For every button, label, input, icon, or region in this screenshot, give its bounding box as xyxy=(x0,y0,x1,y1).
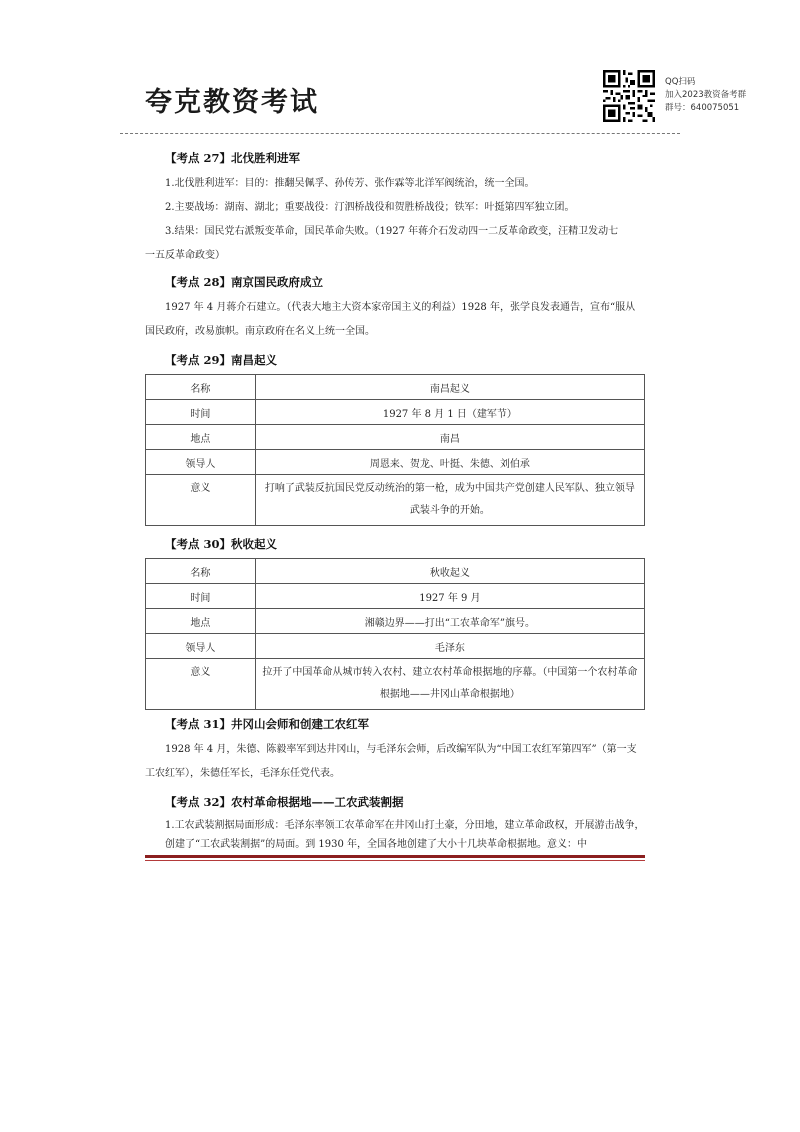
table-row xyxy=(146,475,645,526)
table-row xyxy=(146,425,645,450)
document-body xyxy=(145,150,645,854)
table-row xyxy=(146,634,645,659)
qr-caption xyxy=(665,76,746,115)
qr-caption-line: 群号：640075051 xyxy=(665,103,740,113)
table-label-cell: 地点 xyxy=(146,425,256,450)
table-label-cell: 名称 xyxy=(146,375,256,400)
section-27-line: 一五反革命政变） xyxy=(145,250,225,261)
table-row xyxy=(146,450,645,475)
table-row xyxy=(146,559,645,584)
section-31-paragraph: 1928 年 4 月，朱德、陈毅率军到达井冈山，与毛泽东会师，后改编军队为“中国工农红军第四军”（第一支工农红军），朱德任军长，毛泽东任党代表。 xyxy=(145,744,637,779)
autumn-harvest-uprising-table xyxy=(145,558,645,710)
table-label-cell: 时间 xyxy=(146,400,256,425)
table-label-cell: 领导人 xyxy=(146,450,256,475)
section-heading-29: 【考点 29】南昌起义 xyxy=(165,353,278,367)
table-value-cell: 1927 年 9 月 xyxy=(255,584,644,609)
table-row xyxy=(146,400,645,425)
table-label-cell: 意义 xyxy=(146,475,256,526)
section-32-paragraph: 1.工农武装割据局面形成：毛泽东率领工农革命军在井冈山打土豪，分田地，建立革命政权，开展游击战争，创建了“工农武装割据”的局面。到 1930 年，全国各地创建了大小十几块革命根据地。意义：中 xyxy=(165,820,645,850)
nanchang-uprising-table xyxy=(145,374,645,526)
section-27-line: 1.北伐胜利进军：目的：推翻吴佩孚、孙传芳、张作霖等北洋军阀统治，统一全国。 xyxy=(165,178,535,189)
footer-accent-line xyxy=(145,860,645,861)
table-value-cell: 秋收起义 xyxy=(255,559,644,584)
section-heading-27: 【考点 27】北伐胜利进军 xyxy=(165,151,301,165)
table-label-cell: 时间 xyxy=(146,584,256,609)
table-value-cell: 湘赣边界——打出“工农革命军”旗号。 xyxy=(255,609,644,634)
table-value-cell: 拉开了中国革命从城市转入农村、建立农村革命根据地的序幕。（中国第一个农村革命根据地——井冈山革命根据地） xyxy=(255,659,644,710)
section-heading-32: 【考点 32】农村革命根据地——工农武装割据 xyxy=(165,795,404,809)
brand-logo: 夸克教资考试 xyxy=(145,87,319,118)
table-value-cell: 周恩来、贺龙、叶挺、朱德、刘伯承 xyxy=(255,450,644,475)
table-label-cell: 名称 xyxy=(146,559,256,584)
qr-caption-line: QQ扫码 xyxy=(665,77,696,87)
table-row xyxy=(146,659,645,710)
section-28-paragraph: 1927 年 4 月蒋介石建立。（代表大地主大资本家帝国主义的利益）1928 年，张学良发表通告，宣布“服从国民政府，改易旗帜。南京政府在名义上统一全国。 xyxy=(145,302,636,337)
footer-accent-bar xyxy=(145,855,645,858)
table-label-cell: 意义 xyxy=(146,659,256,710)
section-heading-30: 【考点 30】秋收起义 xyxy=(165,537,278,551)
header-divider xyxy=(120,133,680,134)
table-value-cell: 1927 年 8 月 1 日（建军节） xyxy=(255,400,644,425)
table-value-cell: 南昌 xyxy=(255,425,644,450)
table-row xyxy=(146,375,645,400)
table-row xyxy=(146,609,645,634)
section-heading-31: 【考点 31】井冈山会师和创建工农红军 xyxy=(165,717,370,731)
table-value-cell: 打响了武装反抗国民党反动统治的第一枪，成为中国共产党创建人民军队、独立领导武装斗争的开始。 xyxy=(255,475,644,526)
qr-code-icon xyxy=(603,70,655,122)
table-value-cell: 毛泽东 xyxy=(255,634,644,659)
table-label-cell: 地点 xyxy=(146,609,256,634)
section-27-line: 2.主要战场：湖南、湖北；重要战役：汀泗桥战役和贺胜桥战役；铁军：叶挺第四军独立团。 xyxy=(165,202,575,213)
table-label-cell: 领导人 xyxy=(146,634,256,659)
section-heading-28: 【考点 28】南京国民政府成立 xyxy=(165,275,324,289)
section-27-line: 3.结果：国民党右派叛变革命，国民革命失败。（1927 年蒋介石发动四一二反革命政变，汪精卫发动七 xyxy=(165,226,619,237)
table-value-cell: 南昌起义 xyxy=(255,375,644,400)
qr-caption-line: 加入2023教资备考群 xyxy=(665,90,747,100)
table-row xyxy=(146,584,645,609)
